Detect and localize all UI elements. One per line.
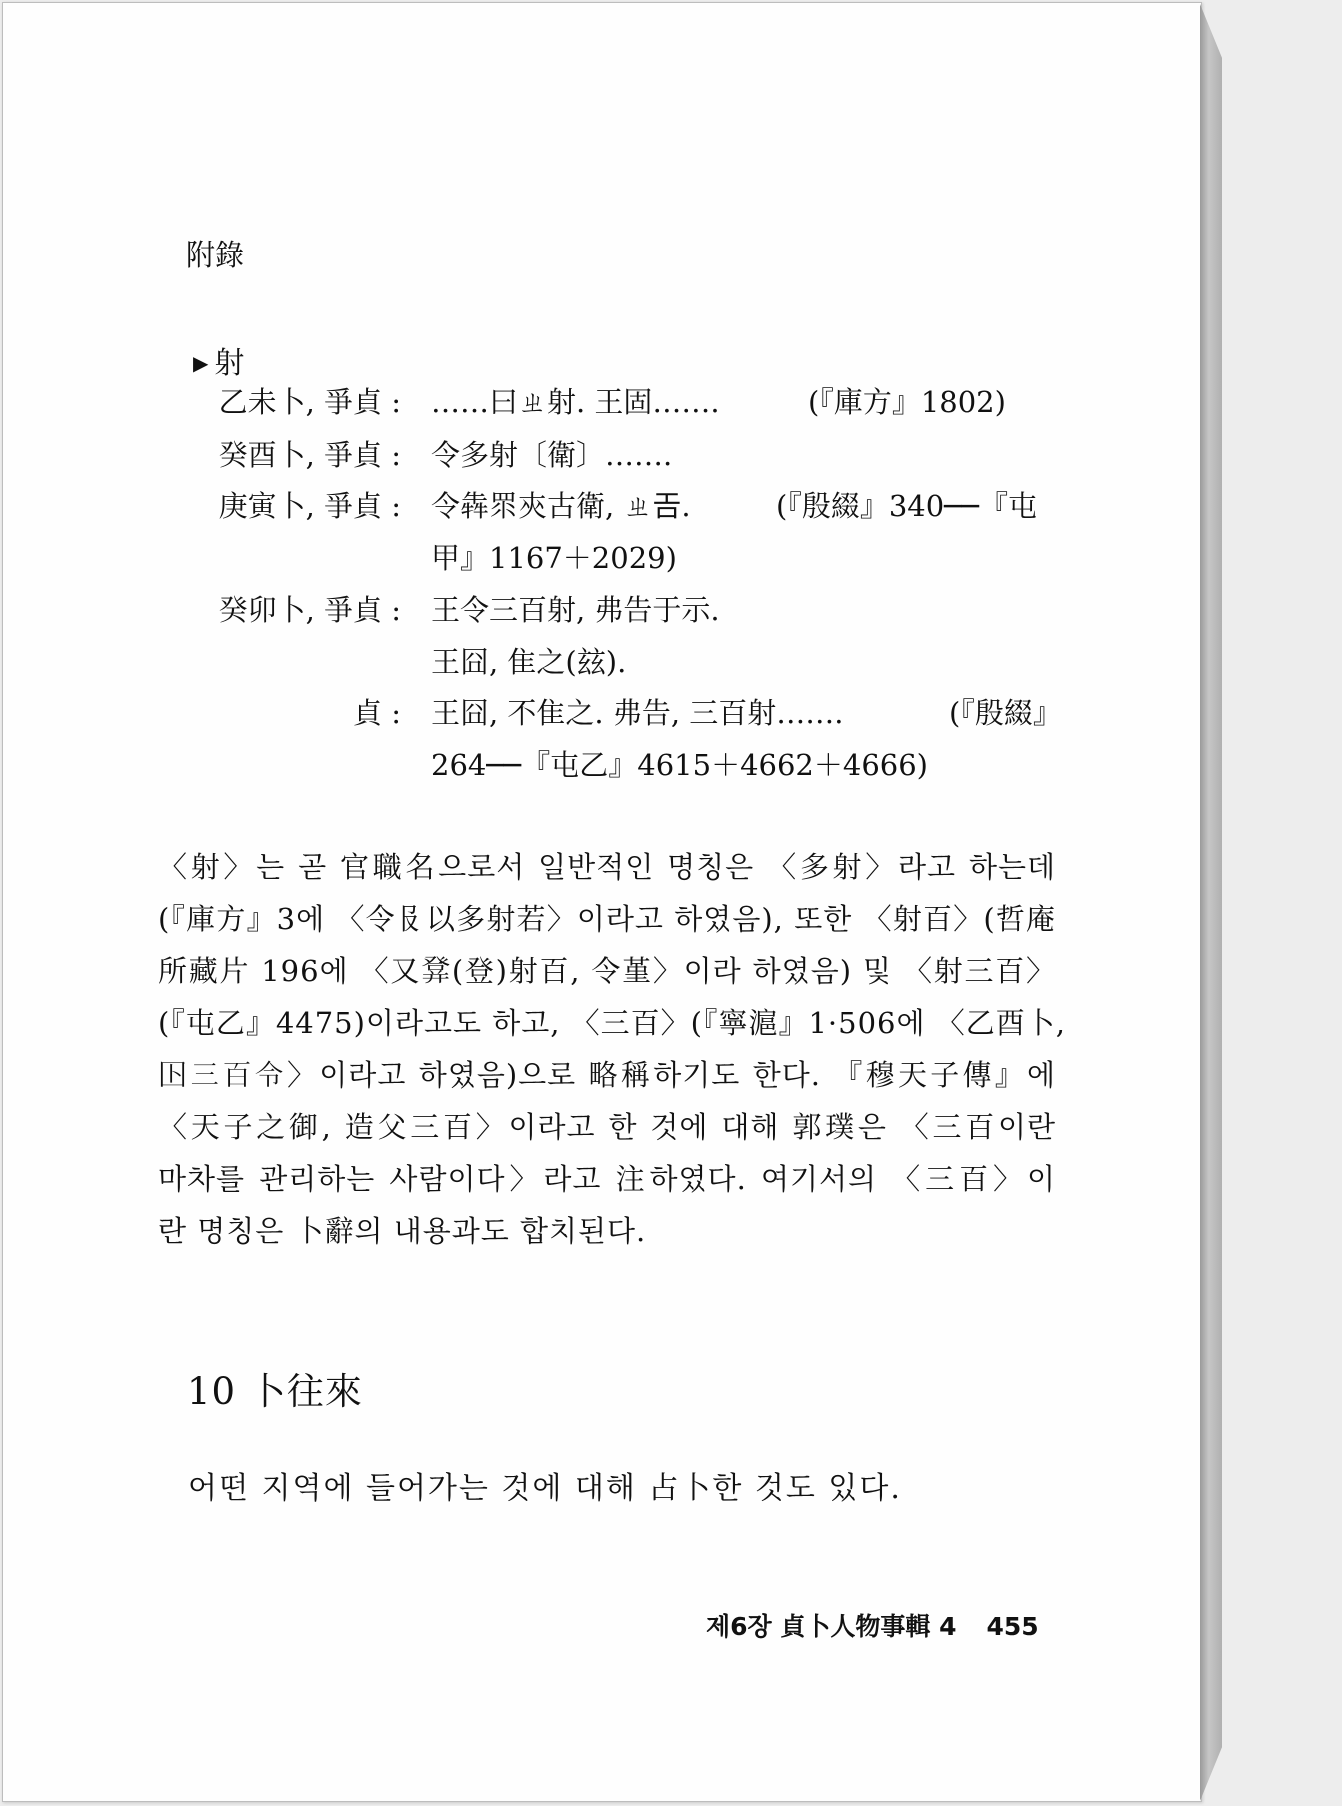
section-label — [193, 338, 244, 382]
entry-body: 令犇眔㚒古衛, ㄓ𢀛. — [431, 489, 691, 523]
entry-prefix: 貞 : — [353, 696, 401, 730]
paragraph-line: 所藏片 196에 〈又𤼷(登)射百, 令堇〉이라 하였음) 및 〈射三百〉 — [158, 954, 1056, 988]
entry-source: (『殷綴』 — [949, 696, 1062, 730]
entry-source: (『庫方』1802) — [808, 385, 1006, 419]
paragraph-line: 마차를 관리하는 사람이다〉라고 注하였다. 여기서의 〈三百〉이 — [158, 1162, 1056, 1196]
running-header: 附錄 — [186, 238, 245, 272]
chapter-label: 제6장 貞卜人物事輯 4 — [706, 1612, 957, 1641]
entry-source: (『殷綴』340──『屯 — [776, 489, 1038, 523]
page-footer — [706, 1607, 1039, 1643]
triangle-bullet-icon: ▶ — [193, 351, 209, 375]
paragraph-line: 𡆥三百令〉이라고 하였음)으로 略稱하기도 한다. 『穆天子傳』에 — [158, 1058, 1056, 1092]
book-page — [2, 2, 1202, 1802]
body-paragraph — [158, 841, 1066, 1257]
entry-body-continued: 264──『屯乙』4615＋4662＋4666) — [431, 748, 928, 782]
paragraph-line: 〈天子之御, 造父三百〉이라고 한 것에 대해 郭璞은 〈三百이란 — [158, 1110, 1056, 1144]
section-paragraph: 어떤 지역에 들어가는 것에 대해 占卜한 것도 있다. — [188, 1471, 902, 1506]
page-number: 455 — [986, 1612, 1039, 1641]
paragraph-line: 란 명칭은 卜辭의 내용과도 합치된다. — [158, 1214, 647, 1248]
entry-body-continued: 王囧, 隹之(玆). — [431, 645, 627, 679]
entry-prefix: 乙未卜, 爭貞 : — [218, 385, 401, 419]
paragraph-line: (『庫方』3에 〈令𠬝以多射若〉이라고 하였음), 또한 〈射百〉(哲庵 — [158, 902, 1056, 936]
entry-body: 令多射〔衛〕……. — [431, 438, 673, 472]
entry-body: 王令三百射, 弗告于示. — [431, 593, 720, 627]
entry-prefix: 癸酉卜, 爭貞 : — [218, 438, 401, 472]
section-title: 10 卜往來 — [187, 1370, 363, 1413]
section-label-text: 射 — [214, 346, 245, 381]
entry-prefix: 癸卯卜, 爭貞 : — [218, 593, 401, 627]
entry-body: 王囧, 不隹之. 弗告, 三百射……. — [431, 696, 844, 730]
paragraph-line: (『屯乙』4475)이라고도 하고, 〈三百〉(『寧滬』1·506에 〈乙酉卜, — [158, 1006, 1066, 1040]
entry-prefix: 庚寅卜, 爭貞 : — [218, 489, 401, 523]
entry-body: ……曰ㄓ射. 王固……. — [431, 385, 720, 419]
entry-body-continued: 甲』1167＋2029) — [431, 541, 677, 575]
paragraph-line: 〈射〉는 곧 官職名으로서 일반적인 명칭은 〈多射〉라고 하는데 — [158, 850, 1056, 884]
page-stack-edge — [1200, 4, 1222, 1801]
